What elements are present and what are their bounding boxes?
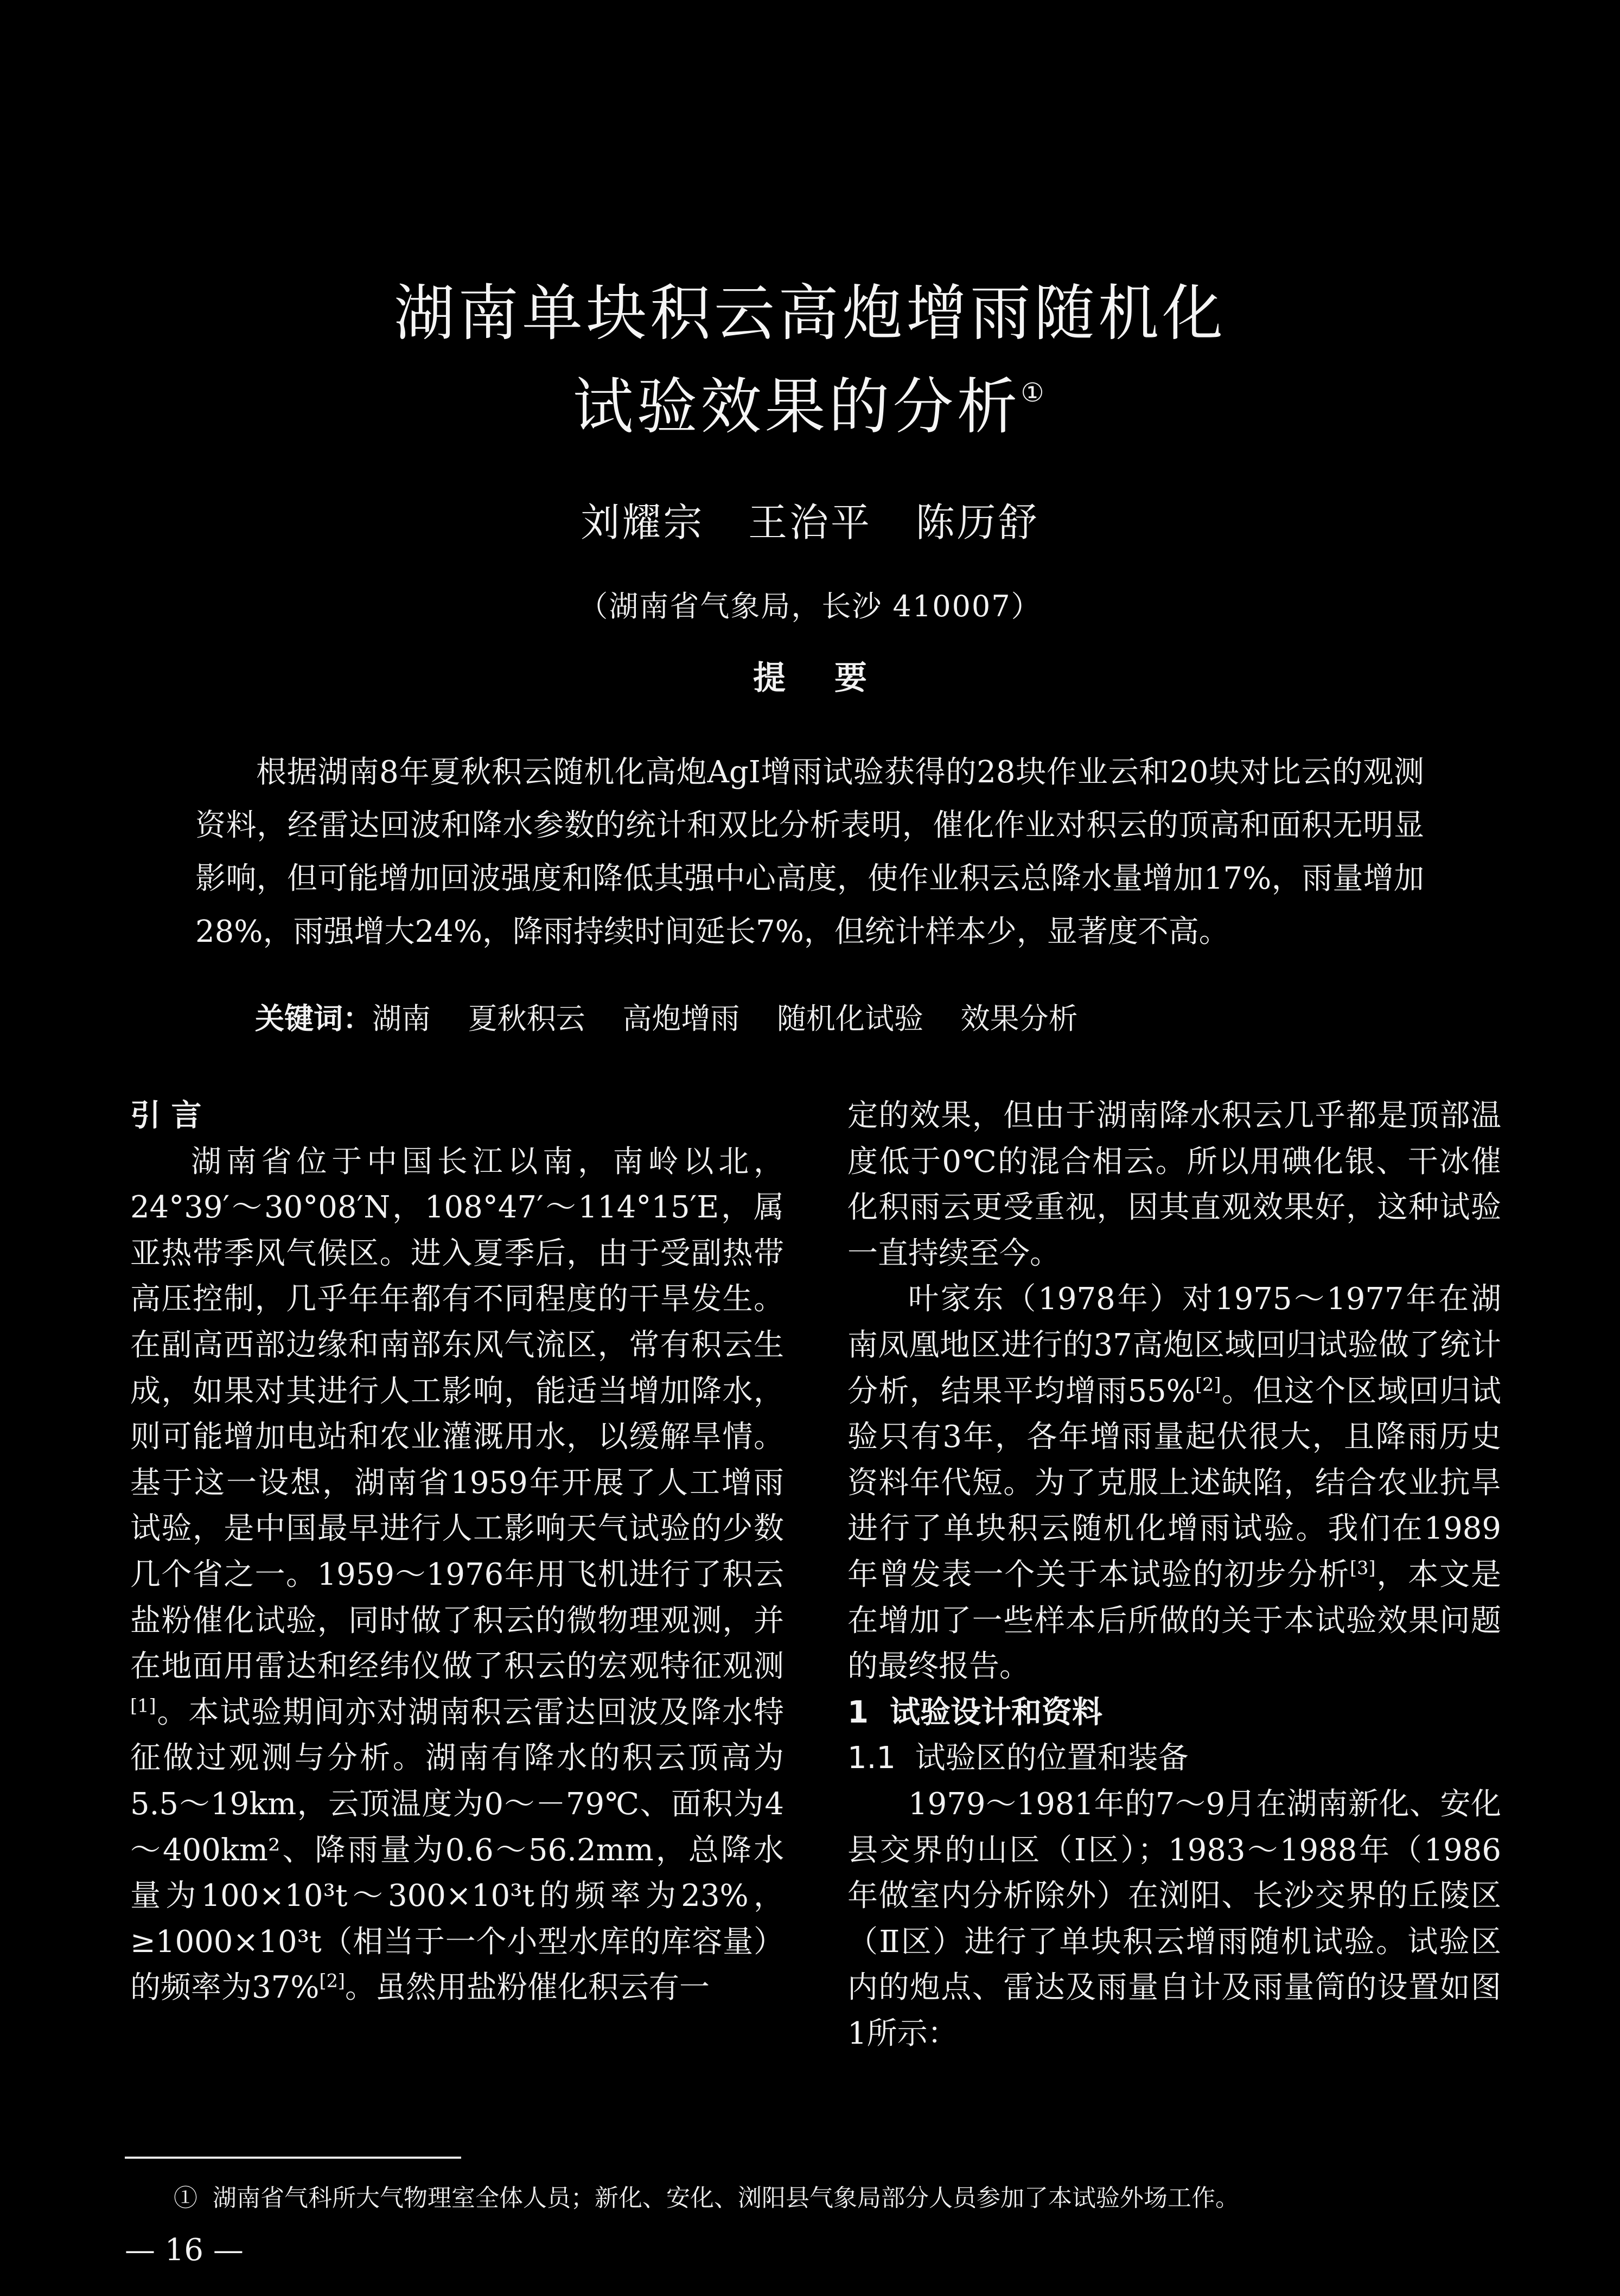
keywords-label: 关键词： — [255, 1002, 372, 1036]
right-text-2c: ，本文是在增加了一些样本后所做的关于本试验效果问题的最终报告。 — [847, 1557, 1501, 1685]
title-line-2-text: 试验效果的分析 — [572, 372, 1021, 442]
abstract-text: 根据湖南8年夏秋积云随机化高炮AgI增雨试验获得的28块作业云和20块对比云的观测资料，经雷达回波和降水参数的统计和双比分析表明，催化作业对积云的顶高和面积无明显影响，但可能增加回波强度和降低其强中心高度，使作业积云总降水量增加17%，雨量增加28%，雨强增大24%，降雨持续时间延长7%，但统计样本少，显著度不高。 — [195, 755, 1424, 949]
right-paragraph-3: 1979～1981年的7～9月在湖南新化、安化县交界的山区（Ⅰ区）；1983～1988年（1986年做室内分析除外）在浏阳、长沙交界的丘陵区（Ⅱ区）进行了单块积云增雨随机试验。试验区内的炮点、雷达及雨量自计及雨量筒的设置如图1所示： — [847, 1786, 1501, 2051]
intro-text-1: 湖南省位于中国长江以南，南岭以北，24°39′～30°08′N，108°47′～114°15′E，属亚热带季风气候区。进入夏季后，由于受副热带高压控制，几乎年年都有不同程度的干旱发生。在副高西部边缘和南部东风气流区，常有积云生成，如果对其进行人工影响，能适当增加降水，则可能增加电站和农业灌溉用水，以缓解旱情。基于这一设想，湖南省1959年开展了人工增雨试验，是中国最早进行人工影响天气试验的少数几个省之一。1959～1976年用飞机进行了积云盐粉催化试验，同时做了积云的微物理观测，并在地面用雷达和经纬仪做了积云的宏观特征观测 — [130, 1144, 784, 1685]
intro-text-2: 。本试验期间亦对湖南积云雷达回波及降水特征做过观测与分析。湖南有降水的积云顶高为5.5～19km，云顶温度为0～－79℃、面积为4～400km²、降雨量为0.6～56.2mm，总降水量为100×10³t～300×10³t的频率为23%，≥1000×10³t（相当于一个小型水库的库容量）的频率为37% — [130, 1694, 784, 2006]
authors: 刘耀宗 王治平 陈历舒 — [581, 500, 1039, 545]
intro-text-3: 。虽然用盐粉催化积云有一 — [345, 1970, 710, 2006]
right-text-2b: 。但这个区域回归试验只有3年，各年增雨量起伏很大，且降雨历史资料年代短。为了克服上述缺陷，结合农业抗旱进行了单块积云随机化增雨试验。我们在1989年曾发表一个关于本试验的初步分析 — [847, 1373, 1502, 1592]
citation-2: [2] — [319, 1970, 346, 1992]
section-1-heading: 1 试验设计和资料 — [847, 1694, 1102, 1730]
citation-3: [3] — [1349, 1557, 1376, 1579]
intro-paragraph — [130, 1139, 784, 2011]
citation-2b: [2] — [1195, 1373, 1221, 1395]
page-number: — 16 — — [125, 2233, 244, 2268]
title-footnote-mark: ① — [1021, 378, 1048, 408]
keywords — [255, 996, 1078, 1037]
footnote-divider — [125, 2157, 461, 2159]
left-column — [130, 1093, 784, 2011]
footnote: ① 湖南省气科所大气物理室全体人员；新化、安化、浏阳县气象局部分人员参加了本试验外场工作。 — [174, 2184, 1239, 2212]
section-1-1-heading: 1.1 试验区的位置和装备 — [847, 1740, 1189, 1776]
title-line-2 — [0, 358, 1620, 445]
right-paragraph-2 — [847, 1277, 1501, 1689]
intro-heading: 引 言 — [130, 1098, 202, 1133]
keywords-list: 湖南 夏秋积云 高炮增雨 随机化试验 效果分析 — [372, 1002, 1078, 1036]
affiliation: （湖南省气象局，长沙 410007） — [578, 589, 1042, 623]
abstract-heading: 提要 — [753, 659, 916, 697]
title-line-1: 湖南单块积云高炮增雨随机化 — [394, 278, 1226, 349]
right-paragraph-1: 定的效果，但由于湖南降水积云几乎都是顶部温度低于0℃的混合相云。所以用碘化银、干冰催化积雨云更受重视，因其直观效果好，这种试验一直持续至今。 — [847, 1098, 1501, 1271]
right-column — [847, 1093, 1501, 2057]
citation-1: [1] — [130, 1695, 156, 1717]
right-text-2a: 叶家东（1978年）对1975～1977年在湖南凤凰地区进行的37高炮区域回归试验做了统计分析，结果平均增雨55% — [847, 1281, 1501, 1409]
